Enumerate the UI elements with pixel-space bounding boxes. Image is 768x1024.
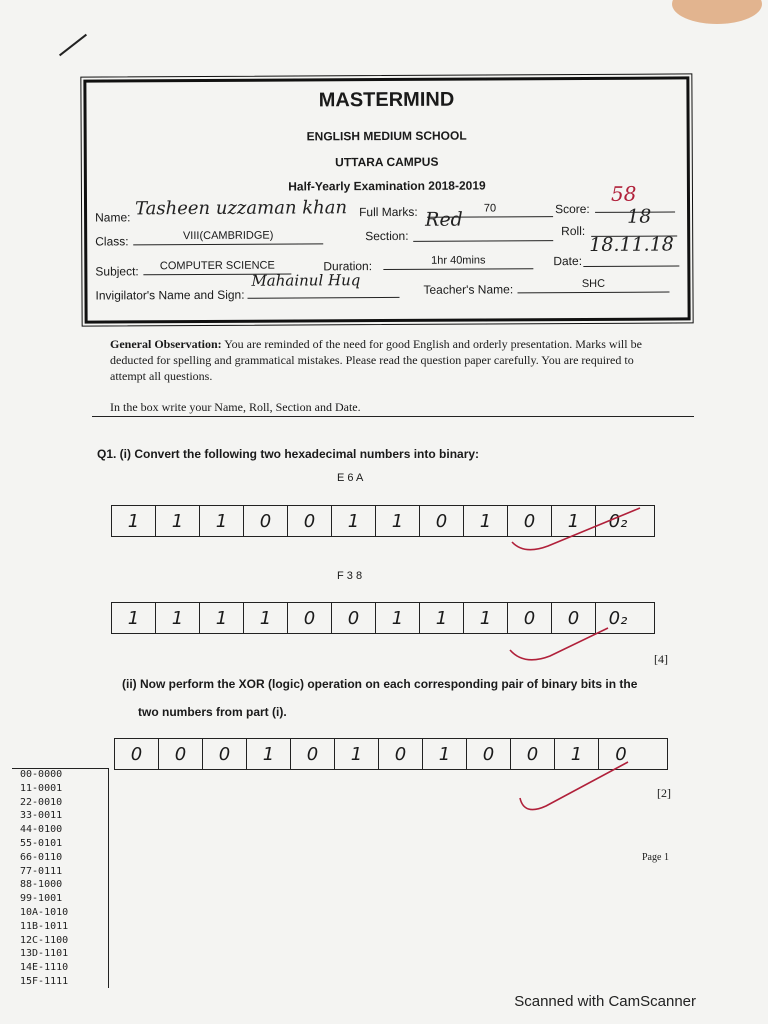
teacher-value: SHC xyxy=(581,277,606,290)
general-observation xyxy=(110,336,662,384)
margin-note-line: 00-0000 xyxy=(20,769,63,780)
observation-text: You are reminded of the need for good English and orderly presentation. Marks will be deducted for spelling and grammatical mistakes. Please read the question paper carefully. You are required to attempt all questions. xyxy=(110,337,642,383)
bit-cell: 1 xyxy=(247,739,291,769)
date-value: 18.11.18 xyxy=(589,233,674,256)
subject-value: COMPUTER SCIENCE xyxy=(159,259,275,273)
roll-label: Roll: xyxy=(561,223,586,239)
bit-cell: 0 xyxy=(508,506,552,536)
observation-instruction: In the box write your Name, Roll, Section and Date. xyxy=(110,400,361,414)
section-label: Section: xyxy=(365,228,409,244)
class-label: Class: xyxy=(95,234,129,249)
margin-note-line: 99-1001 xyxy=(20,893,63,905)
bit-cell: 0 xyxy=(203,739,247,769)
duration-label: Duration: xyxy=(323,259,373,274)
school-name: MASTERMIND xyxy=(318,88,455,112)
bit-cell: 0 xyxy=(615,743,627,765)
margin-notes xyxy=(20,768,109,988)
bit-cell: 0 xyxy=(159,739,203,769)
bit-cell: 0 xyxy=(288,506,332,536)
scanner-watermark: Scanned with CamScanner xyxy=(514,993,696,1010)
bit-cell: 1 xyxy=(464,603,508,633)
header-box xyxy=(83,76,690,323)
q1-part2-text-line2: two numbers from part (i). xyxy=(138,705,287,719)
margin-note-line: 55-0101 xyxy=(20,837,63,849)
margin-note-line: 88-1000 xyxy=(20,879,63,891)
duration-value: 1hr 40mins xyxy=(431,254,486,267)
exam-title: Half-Yearly Examination 2018-2019 xyxy=(288,178,486,194)
margin-note-line: 13D-1101 xyxy=(20,948,69,960)
bit-cell: 1 xyxy=(420,603,464,633)
class-line xyxy=(133,229,323,245)
pen-stroke xyxy=(59,34,87,57)
bit-cell: 1 xyxy=(552,506,596,536)
campus-name: UTTARA CAMPUS xyxy=(335,154,439,170)
q1-part2-text-line1: (ii) Now perform the XOR (logic) operation on each corresponding pair of binary bits in the xyxy=(122,677,638,691)
fingertip xyxy=(672,0,762,24)
bit-cell: 1 xyxy=(376,603,420,633)
teacher-line xyxy=(517,278,669,294)
margin-note-line: 11B-1011 xyxy=(20,920,69,932)
red-tick-marks xyxy=(500,500,660,830)
hex1-label: E 6 A xyxy=(337,472,364,484)
date-label: Date: xyxy=(553,253,583,269)
full-marks-label: Full Marks: xyxy=(359,204,418,220)
margin-note-line: 10A-1010 xyxy=(20,906,69,918)
bit-cell: 1 xyxy=(423,739,467,769)
bit-cell: 1 xyxy=(200,603,244,633)
tick-mark-1 xyxy=(512,508,640,550)
bit-cell: 0 xyxy=(467,739,511,769)
subject-label: Subject: xyxy=(95,264,139,279)
marks-part2: [2] xyxy=(657,786,671,800)
duration-line xyxy=(383,254,533,270)
teacher-label: Teacher's Name: xyxy=(423,282,514,297)
bit-cell: 0 xyxy=(115,739,159,769)
full-marks-value: 70 xyxy=(483,202,497,215)
margin-note-line: 33-0011 xyxy=(20,810,63,822)
margin-note-line: 77-0111 xyxy=(20,865,63,877)
class-value: VIII(CAMBRIDGE) xyxy=(182,229,274,243)
bit-cell: 0 xyxy=(332,603,376,633)
margin-note-line: 15F-1111 xyxy=(20,975,69,987)
bit-cell: 0 xyxy=(244,506,288,536)
score-label: Score: xyxy=(555,201,590,217)
margin-note-line: 11-0001 xyxy=(20,782,63,794)
school-subtitle: ENGLISH MEDIUM SCHOOL xyxy=(306,128,467,144)
bit-cell: 1 xyxy=(200,506,244,536)
bit-cell: 1 xyxy=(112,506,156,536)
name-label: Name: xyxy=(95,210,131,225)
section-divider xyxy=(92,416,694,417)
bit-cell: 1 xyxy=(332,506,376,536)
tick-mark-2 xyxy=(510,628,608,660)
invigilator-label: Invigilator's Name and Sign: xyxy=(95,287,245,303)
page-number: Page 1 xyxy=(642,852,669,863)
bit-cell: 1 xyxy=(555,739,599,769)
hex2-label: F 3 8 xyxy=(337,570,363,582)
bit-cell: 0 xyxy=(511,739,555,769)
bit-cell: 0₂ xyxy=(608,510,628,532)
marks-part1: [4] xyxy=(654,652,668,666)
margin-note-line: 22-0010 xyxy=(20,796,63,808)
bit-cell: 0 xyxy=(420,506,464,536)
margin-note-line: 66-0110 xyxy=(20,851,63,863)
bit-cell: 1 xyxy=(335,739,379,769)
bit-cell: 0 xyxy=(379,739,423,769)
section-value: Red xyxy=(425,208,463,231)
invigilator-signature: Mahainul Huq xyxy=(251,271,361,290)
bit-cell: 1 xyxy=(112,603,156,633)
bit-cell: 1 xyxy=(156,506,200,536)
bit-cell: 0 xyxy=(291,739,335,769)
margin-notes-top-rule xyxy=(12,768,108,769)
bit-cell: 0 xyxy=(552,603,596,633)
bit-cell: 1 xyxy=(244,603,288,633)
margin-note-line: 14E-1110 xyxy=(20,962,69,974)
bit-cell: 0 xyxy=(508,603,552,633)
bit-cell: 1 xyxy=(156,603,200,633)
tick-mark-3 xyxy=(520,762,628,810)
bit-cell: 1 xyxy=(464,506,508,536)
observation-lead: General Observation: xyxy=(110,337,222,351)
roll-value: 18 xyxy=(627,205,652,228)
bit-cell: 0 xyxy=(288,603,332,633)
name-value: Tasheen uzzaman khan xyxy=(134,197,348,220)
bit-cell: 0₂ xyxy=(608,607,628,629)
bit-cell: 1 xyxy=(376,506,420,536)
q1-part1-text: Q1. (i) Convert the following two hexadecimal numbers into binary: xyxy=(97,447,480,461)
margin-note-line: 12C-1100 xyxy=(20,934,69,946)
margin-note-line: 44-0100 xyxy=(20,824,63,836)
score-value: 58 xyxy=(610,181,637,206)
